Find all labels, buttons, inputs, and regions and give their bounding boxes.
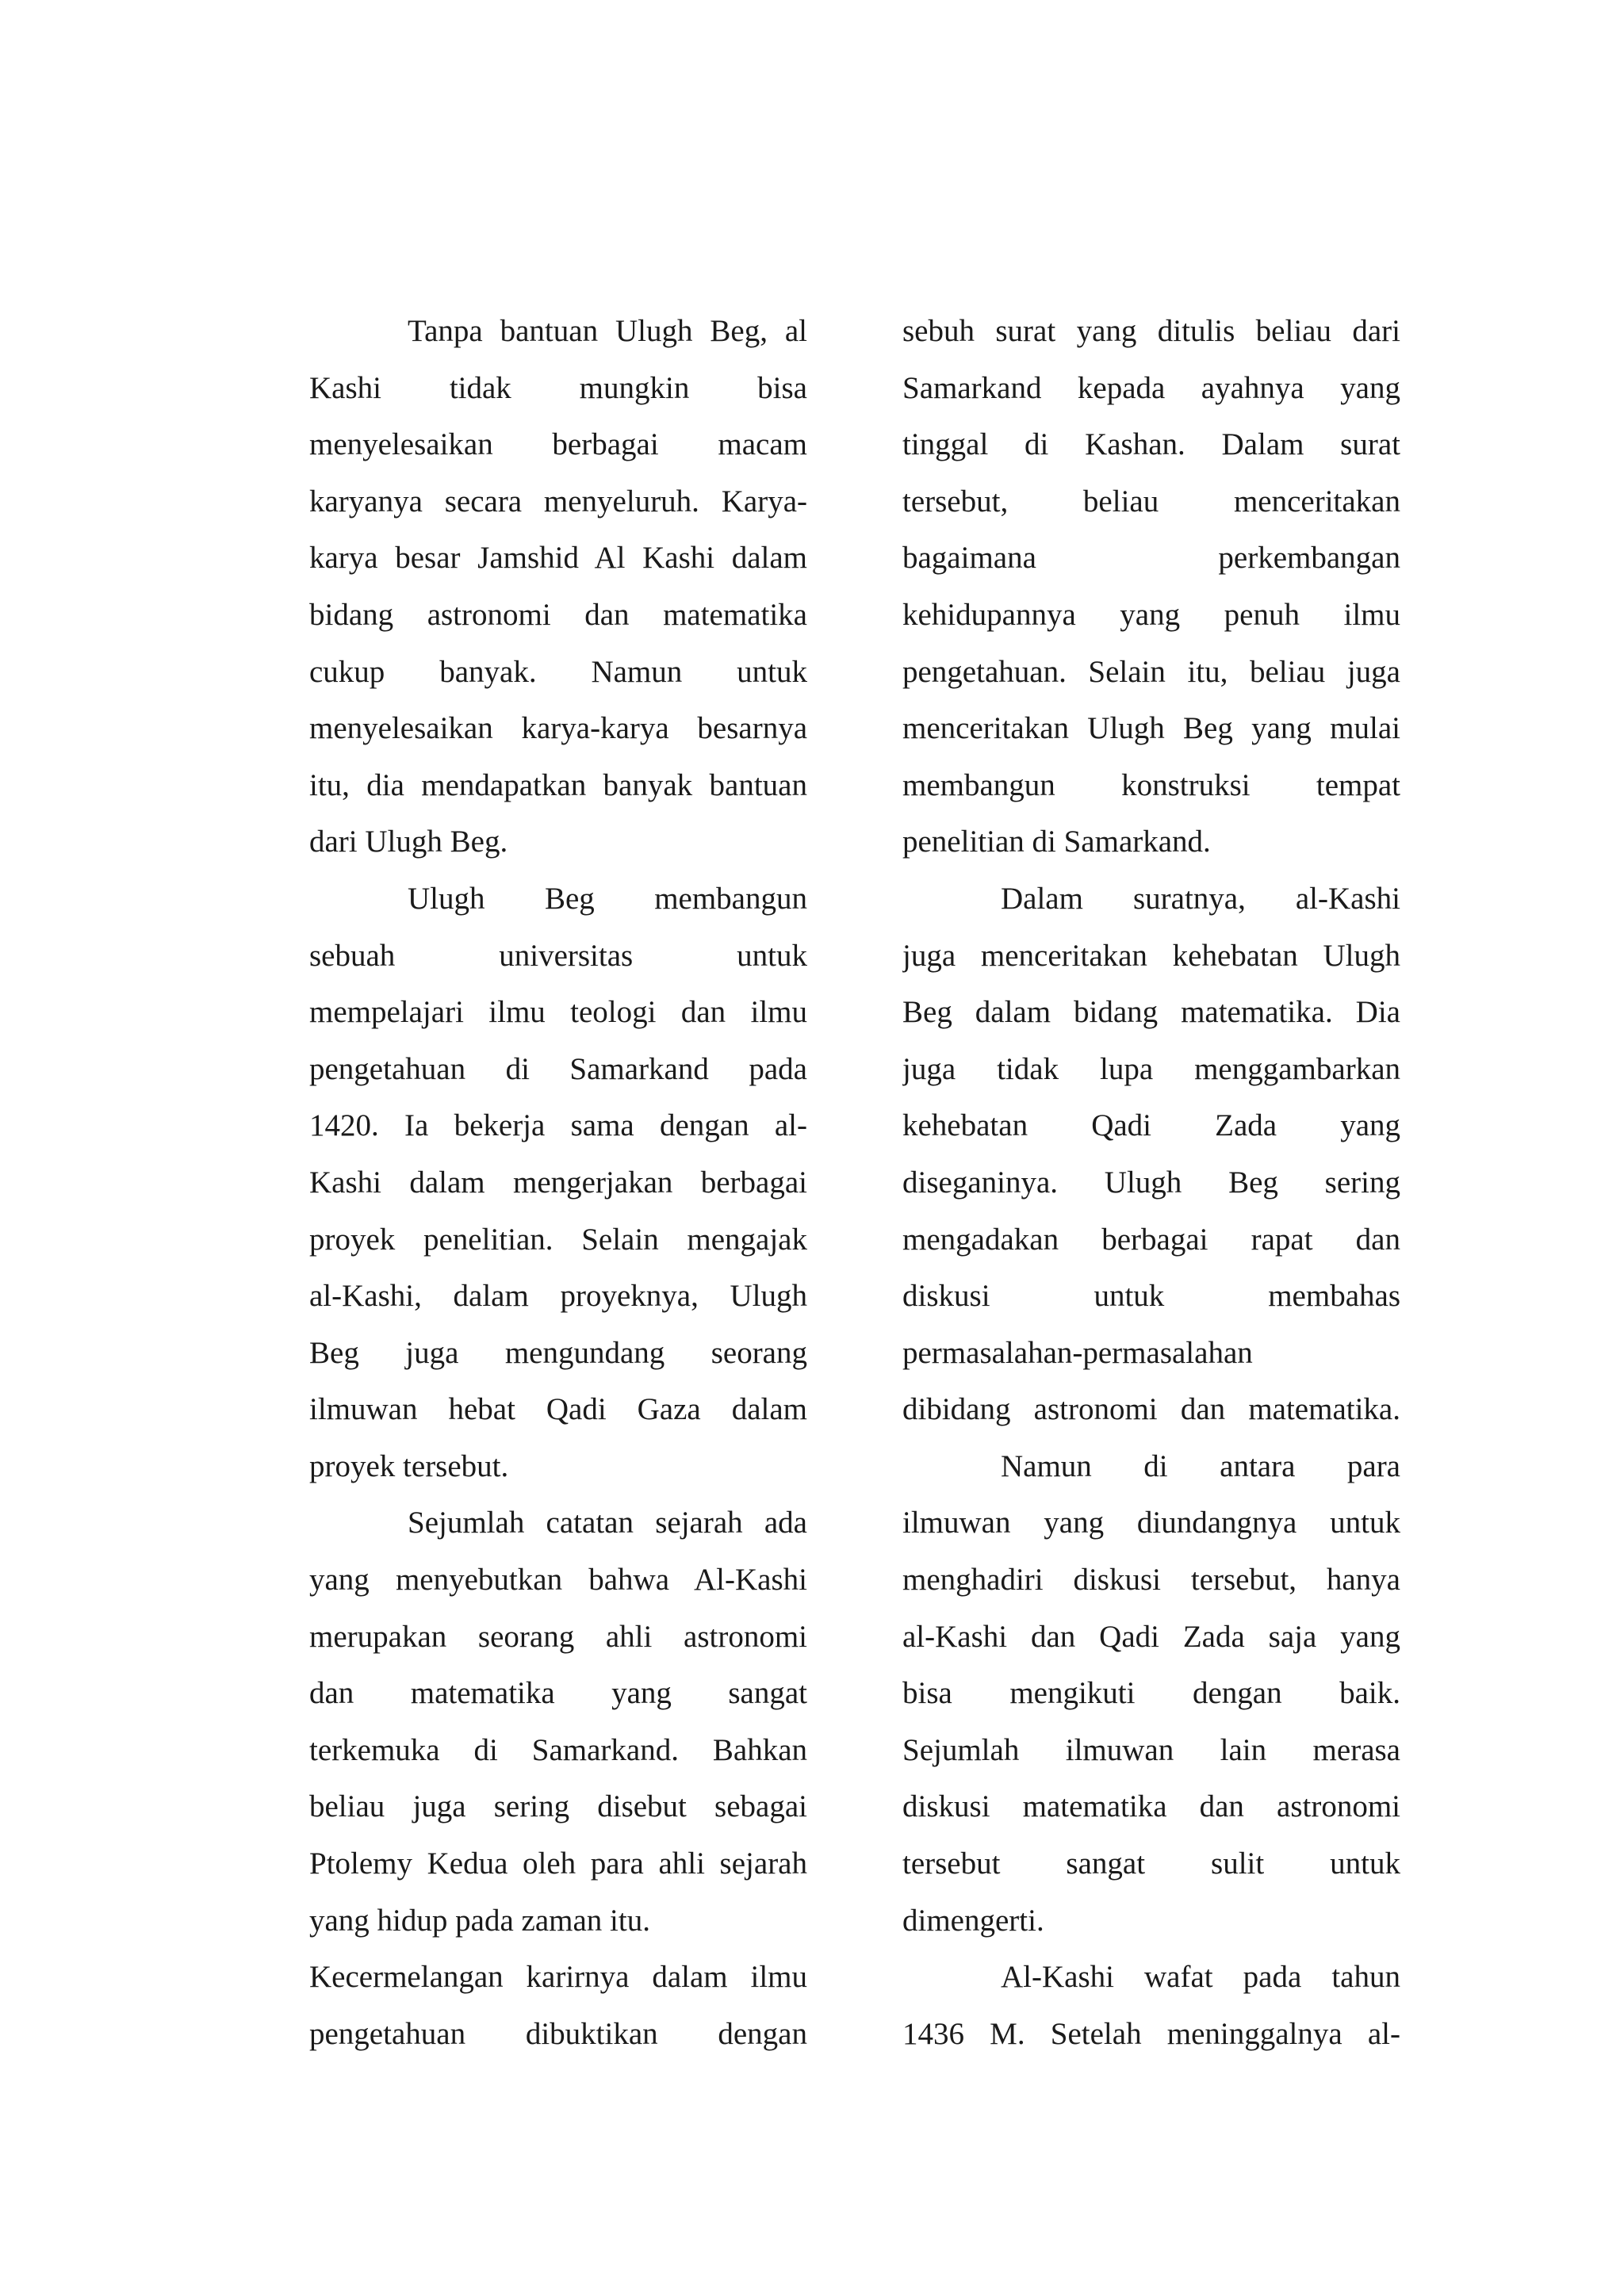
text-line: dimengerti. — [902, 1903, 1044, 1938]
text-line: dan matematika yang sangat — [309, 1676, 807, 1711]
text-line: yang menyebutkan bahwa Al-Kashi — [309, 1563, 807, 1598]
left-text-column — [309, 303, 807, 2062]
text-line: kehidupannya yang penuh ilmu — [902, 597, 1400, 632]
text-line: dari Ulugh Beg. — [309, 825, 508, 859]
text-line: tersebut sangat sulit untuk — [902, 1846, 1400, 1881]
right-text-column — [902, 303, 1400, 2062]
text-line: pengetahuan. Selain itu, beliau juga — [902, 654, 1400, 689]
text-line: Sejumlah catatan sejarah ada — [408, 1506, 807, 1540]
text-line: sebuah universitas untuk — [309, 938, 807, 973]
text-line: Ptolemy Kedua oleh para ahli sejarah — [309, 1846, 807, 1881]
text-line: diskusi matematika dan astronomi — [902, 1789, 1400, 1824]
text-line: 1420. Ia bekerja sama dengan al- — [309, 1108, 807, 1143]
text-line: tersebut, beliau menceritakan — [902, 484, 1400, 519]
text-line: diseganinya. Ulugh Beg sering — [902, 1165, 1400, 1200]
text-line: Al-Kashi wafat pada tahun — [1001, 1960, 1400, 1995]
text-line: beliau juga sering disebut sebagai — [309, 1789, 807, 1824]
text-line: ilmuwan yang diundangnya untuk — [902, 1506, 1400, 1540]
text-line: permasalahan-permasalahan — [902, 1335, 1253, 1370]
text-line: al-Kashi dan Qadi Zada saja yang — [902, 1619, 1400, 1654]
text-line: menyelesaikan berbagai macam — [309, 427, 807, 462]
text-line: Beg dalam bidang matematika. Dia — [902, 995, 1400, 1030]
text-line: pengetahuan di Samarkand pada — [309, 1051, 807, 1086]
text-line: mempelajari ilmu teologi dan ilmu — [309, 995, 807, 1030]
text-line: Samarkand kepada ayahnya yang — [902, 370, 1400, 405]
text-line: terkemuka di Samarkand. Bahkan — [309, 1732, 807, 1767]
text-line: Kashi dalam mengerjakan berbagai — [309, 1165, 807, 1200]
text-line: menceritakan Ulugh Beg yang mulai — [902, 711, 1400, 746]
text-line: sebuh surat yang ditulis beliau dari — [902, 314, 1400, 348]
text-line: ilmuwan hebat Qadi Gaza dalam — [309, 1392, 807, 1427]
text-line: membangun konstruksi tempat — [902, 767, 1400, 802]
text-line: mengadakan berbagai rapat dan — [902, 1222, 1400, 1257]
text-line: proyek penelitian. Selain mengajak — [309, 1222, 807, 1257]
text-line: juga tidak lupa menggambarkan — [902, 1051, 1400, 1086]
text-line: proyek tersebut. — [309, 1448, 509, 1483]
text-line: pengetahuan dibuktikan dengan — [309, 2016, 807, 2051]
text-line: karya besar Jamshid Al Kashi dalam — [309, 541, 807, 576]
text-line: 1436 M. Setelah meninggalnya al- — [902, 2016, 1400, 2051]
text-line: cukup banyak. Namun untuk — [309, 654, 807, 689]
text-line: bagaimana perkembangan — [902, 541, 1400, 576]
text-line: Sejumlah ilmuwan lain merasa — [902, 1732, 1400, 1767]
text-line: yang hidup pada zaman itu. — [309, 1903, 650, 1938]
text-line: al-Kashi, dalam proyeknya, Ulugh — [309, 1279, 807, 1314]
text-line: penelitian di Samarkand. — [902, 825, 1211, 859]
text-line: dibidang astronomi dan matematika. — [902, 1392, 1400, 1427]
text-line: bidang astronomi dan matematika — [309, 597, 807, 632]
text-line: merupakan seorang ahli astronomi — [309, 1619, 807, 1654]
text-line: Kashi tidak mungkin bisa — [309, 370, 807, 405]
text-line: menghadiri diskusi tersebut, hanya — [902, 1563, 1400, 1598]
text-line: Ulugh Beg membangun — [408, 881, 807, 916]
text-line: karyanya secara menyeluruh. Karya- — [309, 484, 807, 519]
text-line: Namun di antara para — [1001, 1448, 1400, 1483]
text-line: Kecermelangan karirnya dalam ilmu — [309, 1960, 807, 1995]
text-line: kehebatan Qadi Zada yang — [902, 1108, 1400, 1143]
text-line: itu, dia mendapatkan banyak bantuan — [309, 767, 807, 802]
text-line: Beg juga mengundang seorang — [309, 1335, 807, 1370]
text-line: bisa mengikuti dengan baik. — [902, 1676, 1400, 1711]
text-line: juga menceritakan kehebatan Ulugh — [902, 938, 1400, 973]
text-line: tinggal di Kashan. Dalam surat — [902, 427, 1400, 462]
text-line: Tanpa bantuan Ulugh Beg, al — [408, 314, 807, 348]
text-line: menyelesaikan karya-karya besarnya — [309, 711, 807, 746]
text-line: diskusi untuk membahas — [902, 1279, 1400, 1314]
text-line: Dalam suratnya, al-Kashi — [1001, 881, 1400, 916]
